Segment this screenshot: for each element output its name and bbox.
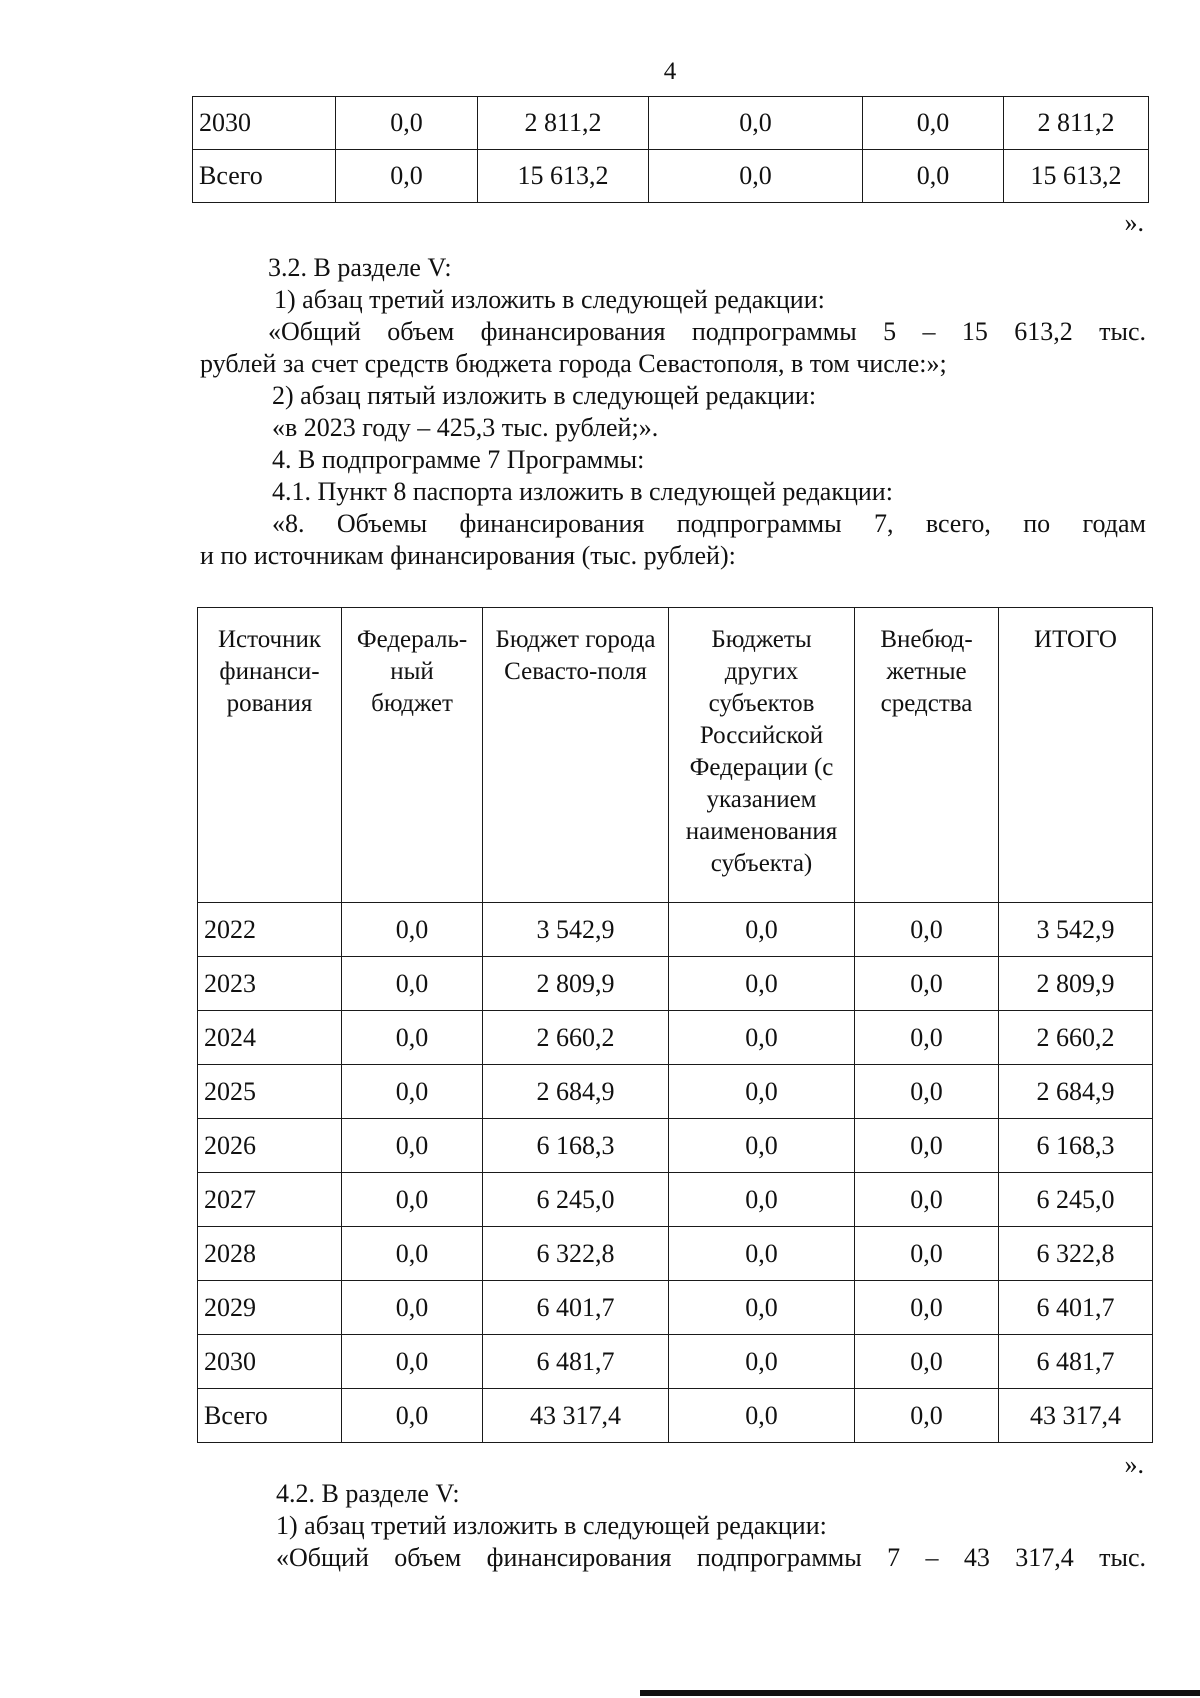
value-cell: 6 168,3 (483, 1119, 669, 1173)
value-cell: 43 317,4 (483, 1389, 669, 1443)
paragraph: 1) абзац третий изложить в следующей редакции: (274, 285, 825, 314)
value-cell: 2 811,2 (1004, 97, 1149, 150)
value-cell: 3 542,9 (483, 903, 669, 957)
paragraph: «Общий объем финансирования подпрограммы 7 – 43 317,4 тыс. (276, 1543, 1146, 1572)
value-cell: 15 613,2 (478, 150, 649, 203)
table-row (198, 1119, 1153, 1173)
value-cell: 0,0 (669, 1281, 855, 1335)
value-cell: 0,0 (342, 1389, 483, 1443)
value-cell: 2 809,9 (999, 957, 1153, 1011)
column-header: Источник финанси-рования (198, 608, 342, 903)
row-label-cell: 2024 (198, 1011, 342, 1065)
page-number: 4 (663, 58, 677, 85)
row-label-cell: 2030 (198, 1335, 342, 1389)
column-header: Внебюд-жетные средства (855, 608, 999, 903)
table-row (198, 903, 1153, 957)
value-cell: 0,0 (342, 1065, 483, 1119)
value-cell: 2 809,9 (483, 957, 669, 1011)
paragraph: 3.2. В разделе V: (268, 253, 452, 282)
value-cell: 0,0 (855, 957, 999, 1011)
value-cell: 0,0 (342, 1011, 483, 1065)
funding-table-subprogram-7 (197, 607, 1153, 1443)
value-cell: 0,0 (855, 903, 999, 957)
paragraph: «в 2023 году – 425,3 тыс. рублей;». (272, 413, 659, 442)
value-cell: 0,0 (855, 1335, 999, 1389)
value-cell: 0,0 (342, 1281, 483, 1335)
row-label-cell: 2026 (198, 1119, 342, 1173)
column-header: ИТОГО (999, 608, 1153, 903)
value-cell: 15 613,2 (1004, 150, 1149, 203)
funding-table-subprogram-5-tail (192, 96, 1149, 203)
value-cell: 0,0 (336, 150, 478, 203)
value-cell: 0,0 (342, 1119, 483, 1173)
value-cell: 0,0 (669, 903, 855, 957)
value-cell: 2 811,2 (478, 97, 649, 150)
value-cell: 43 317,4 (999, 1389, 1153, 1443)
value-cell: 2 684,9 (999, 1065, 1153, 1119)
table-row (198, 1173, 1153, 1227)
value-cell: 0,0 (669, 1227, 855, 1281)
value-cell: 6 322,8 (999, 1227, 1153, 1281)
value-cell: 6 322,8 (483, 1227, 669, 1281)
value-cell: 6 481,7 (483, 1335, 669, 1389)
value-cell: 6 401,7 (483, 1281, 669, 1335)
row-label-cell: 2030 (193, 97, 336, 150)
section-3-2-text (200, 252, 1146, 572)
value-cell: 0,0 (649, 97, 863, 150)
value-cell: 0,0 (669, 1011, 855, 1065)
row-label-cell: Всего (198, 1389, 342, 1443)
row-label-cell: 2022 (198, 903, 342, 957)
value-cell: 6 245,0 (999, 1173, 1153, 1227)
paragraph: рублей за счет средств бюджета города Севастополя, в том числе:»; (200, 349, 947, 378)
value-cell: 0,0 (669, 1065, 855, 1119)
value-cell: 0,0 (855, 1389, 999, 1443)
row-label-cell: 2023 (198, 957, 342, 1011)
value-cell: 0,0 (342, 957, 483, 1011)
column-header: Бюджеты других субъектов Российской Федерации (с указанием наименования субъекта) (669, 608, 855, 903)
paragraph: 1) абзац третий изложить в следующей редакции: (276, 1511, 827, 1540)
value-cell: 2 684,9 (483, 1065, 669, 1119)
value-cell: 0,0 (669, 1389, 855, 1443)
value-cell: 0,0 (649, 150, 863, 203)
value-cell: 0,0 (855, 1119, 999, 1173)
value-cell: 0,0 (342, 1335, 483, 1389)
table-row (193, 150, 1149, 203)
closing-quote: ». (1124, 1450, 1144, 1479)
value-cell: 2 660,2 (999, 1011, 1153, 1065)
value-cell: 0,0 (855, 1011, 999, 1065)
table-row (198, 1281, 1153, 1335)
value-cell: 6 168,3 (999, 1119, 1153, 1173)
table-row (198, 1011, 1153, 1065)
row-label-cell: 2029 (198, 1281, 342, 1335)
value-cell: 0,0 (669, 1173, 855, 1227)
value-cell: 6 481,7 (999, 1335, 1153, 1389)
row-label-cell: 2028 (198, 1227, 342, 1281)
table-row (198, 1065, 1153, 1119)
row-label-cell: Всего (193, 150, 336, 203)
table-row (198, 957, 1153, 1011)
value-cell: 0,0 (855, 1227, 999, 1281)
paragraph: 4. В подпрограмме 7 Программы: (272, 445, 645, 474)
value-cell: 2 660,2 (483, 1011, 669, 1065)
value-cell: 0,0 (855, 1065, 999, 1119)
value-cell: 0,0 (336, 97, 478, 150)
paragraph: 4.1. Пункт 8 паспорта изложить в следующей редакции: (272, 477, 893, 506)
value-cell: 0,0 (855, 1173, 999, 1227)
table-row (193, 97, 1149, 150)
value-cell: 3 542,9 (999, 903, 1153, 957)
table-row (198, 1389, 1153, 1443)
column-header: Федераль-ный бюджет (342, 608, 483, 903)
row-label-cell: 2025 (198, 1065, 342, 1119)
table-row (198, 1335, 1153, 1389)
column-header: Бюджет города Севасто-поля (483, 608, 669, 903)
value-cell: 0,0 (669, 957, 855, 1011)
section-4-2-text (200, 1478, 1146, 1574)
value-cell: 0,0 (863, 150, 1004, 203)
value-cell: 6 245,0 (483, 1173, 669, 1227)
value-cell: 0,0 (669, 1335, 855, 1389)
value-cell: 0,0 (342, 903, 483, 957)
value-cell: 0,0 (863, 97, 1004, 150)
paragraph: 2) абзац пятый изложить в следующей редакции: (272, 381, 817, 410)
value-cell: 0,0 (855, 1281, 999, 1335)
page-edge-rule (640, 1690, 1200, 1696)
paragraph: 4.2. В разделе V: (276, 1479, 460, 1508)
value-cell: 0,0 (669, 1119, 855, 1173)
value-cell: 6 401,7 (999, 1281, 1153, 1335)
table-row (198, 1227, 1153, 1281)
closing-quote: ». (1124, 208, 1144, 237)
paragraph: «8. Объемы финансирования подпрограммы 7, всего, по годам (272, 509, 1146, 538)
value-cell: 0,0 (342, 1227, 483, 1281)
row-label-cell: 2027 (198, 1173, 342, 1227)
value-cell: 0,0 (342, 1173, 483, 1227)
paragraph: и по источникам финансирования (тыс. рублей): (200, 541, 736, 570)
paragraph: «Общий объем финансирования подпрограммы 5 – 15 613,2 тыс. (268, 317, 1146, 346)
